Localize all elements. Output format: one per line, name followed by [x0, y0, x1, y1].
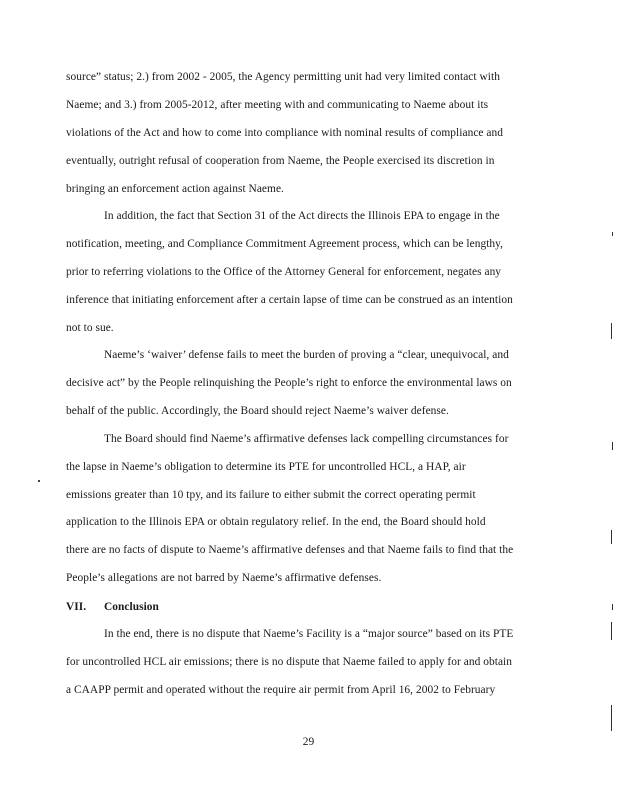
margin-mark	[612, 232, 613, 236]
section-heading	[66, 600, 544, 614]
body-line: In addition, the fact that Section 31 of the Act directs the Illinois EPA to engage in the	[104, 210, 500, 222]
body-line: source” status; 2.) from 2002 - 2005, the Agency permitting unit had very limited contact with	[66, 71, 500, 83]
margin-mark	[611, 705, 612, 731]
body-line: Naeme’s ‘waiver’ defense fails to meet the burden of proving a “clear, unequivocal, and	[104, 349, 509, 361]
margin-mark	[612, 604, 613, 610]
margin-mark	[612, 442, 613, 450]
body-line: the lapse in Naeme’s obligation to determine its PTE for uncontrolled HCL, a HAP, air	[66, 461, 466, 473]
body-line: emissions greater than 10 tpy, and its failure to either submit the correct operating permit	[66, 489, 476, 501]
body-line: Naeme; and 3.) from 2005-2012, after meeting with and communicating to Naeme about its	[66, 99, 489, 111]
body-line: for uncontrolled HCL air emissions; there is no dispute that Naeme failed to apply for and obtain	[66, 656, 513, 668]
margin-mark	[611, 323, 612, 339]
body-line: The Board should find Naeme’s affirmative defenses lack compelling circumstances for	[104, 433, 509, 445]
margin-mark	[611, 622, 612, 640]
body-line: In the end, there is no dispute that Naeme’s Facility is a “major source” based on its PTE	[104, 628, 514, 640]
body-line: People’s allegations are not barred by Naeme’s affirmative defenses.	[66, 572, 382, 584]
body-line: notification, meeting, and Compliance Commitment Agreement process, which can be lengthy,	[66, 238, 504, 250]
body-line: decisive act” by the People relinquishing the People’s right to enforce the environmental laws on	[66, 377, 512, 389]
section-title: Conclusion	[104, 601, 159, 613]
scan-speck	[38, 480, 40, 482]
body-line: violations of the Act and how to come into compliance with nominal results of compliance and	[66, 127, 504, 139]
body-line: not to sue.	[66, 322, 114, 334]
body-line: eventually, outright refusal of cooperation from Naeme, the People exercised its discretion in	[66, 155, 495, 167]
body-line: there are no facts of dispute to Naeme’s affirmative defenses and that Naeme fails to find that the	[66, 544, 514, 556]
body-line: prior to referring violations to the Office of the Attorney General for enforcement, negates any	[66, 266, 502, 278]
body-line: bringing an enforcement action against Naeme.	[66, 183, 284, 195]
section-number: VII.	[66, 601, 87, 613]
margin-mark	[611, 530, 612, 544]
body-line: inference that initiating enforcement after a certain lapse of time can be construed as an intention	[66, 294, 513, 306]
page-number: 29	[302, 736, 315, 748]
body-line: behalf of the public. Accordingly, the Board should reject Naeme’s waiver defense.	[66, 405, 449, 417]
body-line: a CAAPP permit and operated without the require air permit from April 16, 2002 to February	[66, 684, 496, 696]
body-line: application to the Illinois EPA or obtain regulatory relief. In the end, the Board should hold	[66, 516, 486, 528]
